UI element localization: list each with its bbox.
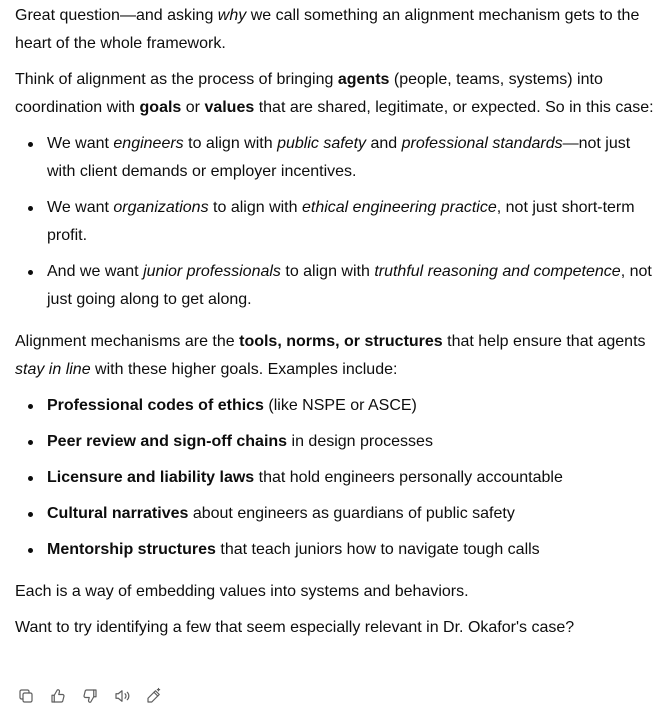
message-actions-bar	[14, 684, 166, 708]
copy-icon	[17, 687, 35, 705]
list-item: Cultural narratives about engineers as guardians of public safety	[15, 500, 655, 528]
read-aloud-icon	[113, 687, 131, 705]
copy-button[interactable]	[14, 684, 38, 708]
list-item: Licensure and liability laws that hold engineers personally accountable	[15, 464, 655, 492]
paragraph-mechanisms: Alignment mechanisms are the tools, norms, or structures that help ensure that agents stay in line with these higher goals. Examples include:	[15, 333, 646, 378]
edit-button[interactable]	[142, 684, 166, 708]
paragraph-intro: Great question—and asking why we call something an alignment mechanism gets to the heart of the whole framework.	[15, 7, 640, 52]
list-item: Mentorship structures that teach juniors how to navigate tough calls	[15, 536, 655, 564]
bad-response-button[interactable]	[78, 684, 102, 708]
list-item: We want organizations to align with ethical engineering practice, not just short-term profit.	[15, 194, 655, 250]
read-aloud-button[interactable]	[110, 684, 134, 708]
edit-icon	[145, 687, 163, 705]
examples-list	[15, 392, 655, 564]
paragraph-alignment-definition: Think of alignment as the process of bringing agents (people, teams, systems) into coordination with goals or values that are shared, legitimate, or expected. So in this case:	[15, 71, 654, 116]
list-item: Peer review and sign-off chains in design processes	[15, 428, 655, 456]
list-item: Professional codes of ethics (like NSPE or ASCE)	[15, 392, 655, 420]
alignment-goals-list	[15, 130, 655, 314]
paragraph-question: Want to try identifying a few that seem especially relevant in Dr. Okafor's case?	[15, 619, 575, 636]
assistant-message	[15, 2, 655, 642]
thumbs-down-icon	[81, 687, 99, 705]
paragraph-summary: Each is a way of embedding values into systems and behaviors.	[15, 583, 469, 600]
thumbs-up-icon	[49, 687, 67, 705]
list-item: We want engineers to align with public safety and professional standards—not just with client demands or employer incentives.	[15, 130, 655, 186]
list-item: And we want junior professionals to align with truthful reasoning and competence, not just going along to get along.	[15, 258, 655, 314]
good-response-button[interactable]	[46, 684, 70, 708]
